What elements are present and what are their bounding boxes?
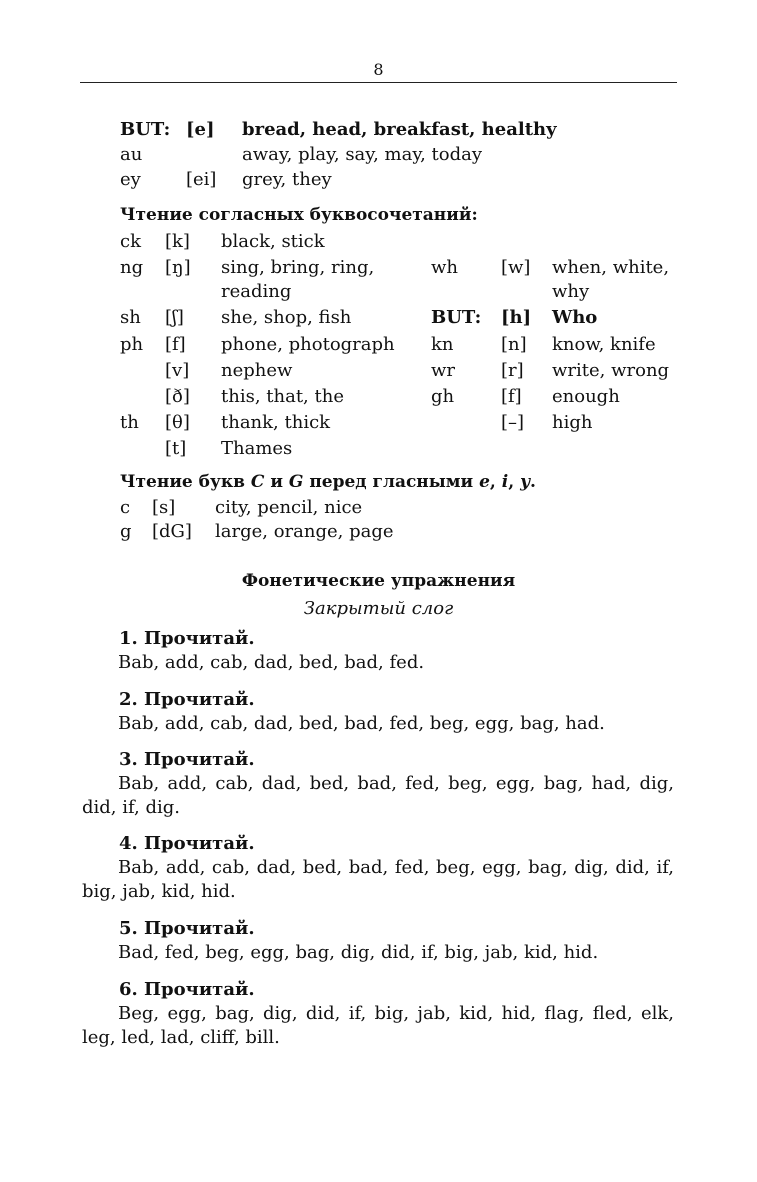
cg-sound: [dG]: [152, 521, 192, 542]
cons-sound: [ʃ]: [165, 307, 184, 328]
cg-heading: [120, 471, 536, 493]
consonants-heading: Чтение согласных буквосочетаний:: [120, 205, 478, 225]
cons-sound-right: [n]: [501, 334, 527, 355]
cons-letters-right: BUT:: [431, 307, 482, 328]
exercise-text: Bab, add, cab, dad, bed, bad, fed.: [118, 652, 425, 673]
cons-words: nephew: [221, 360, 293, 381]
cg-heading-comma: ,: [489, 472, 502, 492]
cons-words-right: when, white,: [552, 257, 670, 278]
exercise-text: Bad, fed, beg, egg, bag, dig, did, if, big, jab, kid, hid.: [118, 942, 599, 963]
cons-letters: th: [120, 412, 139, 433]
cons-words: sing, bring, ring,: [221, 257, 375, 278]
cons-sound: [ð]: [165, 386, 190, 407]
cons-words: this, that, the: [221, 386, 344, 407]
vowel-row1-sound: [e]: [186, 119, 215, 140]
cons-sound-right: [h]: [501, 307, 532, 328]
cons-sound-right: [w]: [501, 257, 531, 278]
cons-sound: [t]: [165, 438, 187, 459]
vowel-row3-label: ey: [120, 169, 141, 190]
vowel-row1-words: bread, head, breakfast, healthy: [242, 119, 557, 140]
vowel-row2-label: au: [120, 144, 143, 165]
cons-words-right: high: [552, 412, 593, 433]
exercise-text: Bab, add, cab, dad, bed, bad, fed, beg, egg, bag, had.: [118, 713, 605, 734]
cg-sound: [s]: [152, 497, 176, 518]
exercises-subtitle: Закрытый слог: [303, 598, 454, 619]
cons-words: black, stick: [221, 231, 325, 252]
vowel-row1-label: BUT:: [120, 119, 171, 140]
cg-words: city, pencil, nice: [215, 497, 363, 518]
cons-words-right: Who: [552, 307, 598, 328]
cg-heading-e: e: [479, 472, 490, 492]
cons-sound: [k]: [165, 231, 190, 252]
cons-sound-right: [r]: [501, 360, 524, 381]
cons-letters: ck: [120, 231, 141, 252]
cons-sound-right: [–]: [501, 412, 525, 433]
cons-letters: sh: [120, 307, 141, 328]
cg-heading-end: .: [529, 472, 536, 492]
cons-sound: [θ]: [165, 412, 190, 433]
vowel-row3-words: grey, they: [242, 169, 332, 190]
cg-heading-pre: Чтение букв: [120, 472, 251, 492]
exercise-heading: 4. Прочитай.: [119, 833, 255, 854]
cg-heading-g: G: [288, 472, 304, 492]
vowel-row2-words: away, play, say, may, today: [242, 144, 483, 165]
cons-letters-right: wr: [431, 360, 456, 381]
cons-words-right: know, knife: [552, 334, 656, 355]
cons-words: she, shop, fish: [221, 307, 352, 328]
cg-heading-y: y: [520, 472, 530, 492]
cons-sound-right: [f]: [501, 386, 522, 407]
exercise-heading: 2. Прочитай.: [119, 689, 255, 710]
cg-words: large, orange, page: [215, 521, 394, 542]
cg-heading-comma: ,: [508, 472, 521, 492]
exercise-heading: 5. Прочитай.: [119, 918, 255, 939]
cons-letters-right: wh: [431, 257, 458, 278]
exercise-heading: 6. Прочитай.: [119, 979, 255, 1000]
exercise-text: Beg, egg, bag, dig, did, if, big, jab, kid, hid, flag, fled, elk, leg, led, lad, cliff, bill.: [82, 1003, 674, 1048]
cg-heading-post: перед гласными: [303, 472, 480, 492]
cons-words: phone, photograph: [221, 334, 395, 355]
cons-words-cont: reading: [221, 281, 292, 302]
cons-sound: [ŋ]: [165, 257, 191, 278]
cg-heading-c: C: [250, 472, 265, 492]
exercise-heading: 1. Прочитай.: [119, 628, 255, 649]
vowel-row3-sound: [ei]: [186, 169, 217, 190]
cg-letter: g: [120, 521, 132, 542]
cons-words: thank, thick: [221, 412, 331, 433]
cons-letters: ph: [120, 334, 144, 355]
cg-letter: c: [120, 497, 131, 518]
cons-words: Thames: [221, 438, 293, 459]
cons-letters: ng: [120, 257, 144, 278]
cons-letters-right: kn: [431, 334, 454, 355]
cons-words-right-cont: why: [552, 281, 590, 302]
exercise-text: Bab, add, cab, dad, bed, bad, fed, beg, egg, bag, had, dig, did, if, dig.: [82, 773, 674, 818]
page-number: 8: [373, 60, 384, 79]
cons-sound: [v]: [165, 360, 190, 381]
exercises-title: Фонетические упражнения: [241, 571, 516, 591]
exercise-text: Bab, add, cab, dad, bed, bad, fed, beg, egg, bag, dig, did, if, big, jab, kid, hid.: [82, 857, 674, 902]
cons-sound: [f]: [165, 334, 186, 355]
cons-words-right: enough: [552, 386, 620, 407]
header-rule: [80, 82, 677, 83]
exercise-heading: 3. Прочитай.: [119, 749, 255, 770]
cons-words-right: write, wrong: [552, 360, 670, 381]
cg-heading-i: i: [501, 472, 509, 492]
cg-heading-mid: и: [264, 472, 289, 492]
cons-letters-right: gh: [431, 386, 455, 407]
